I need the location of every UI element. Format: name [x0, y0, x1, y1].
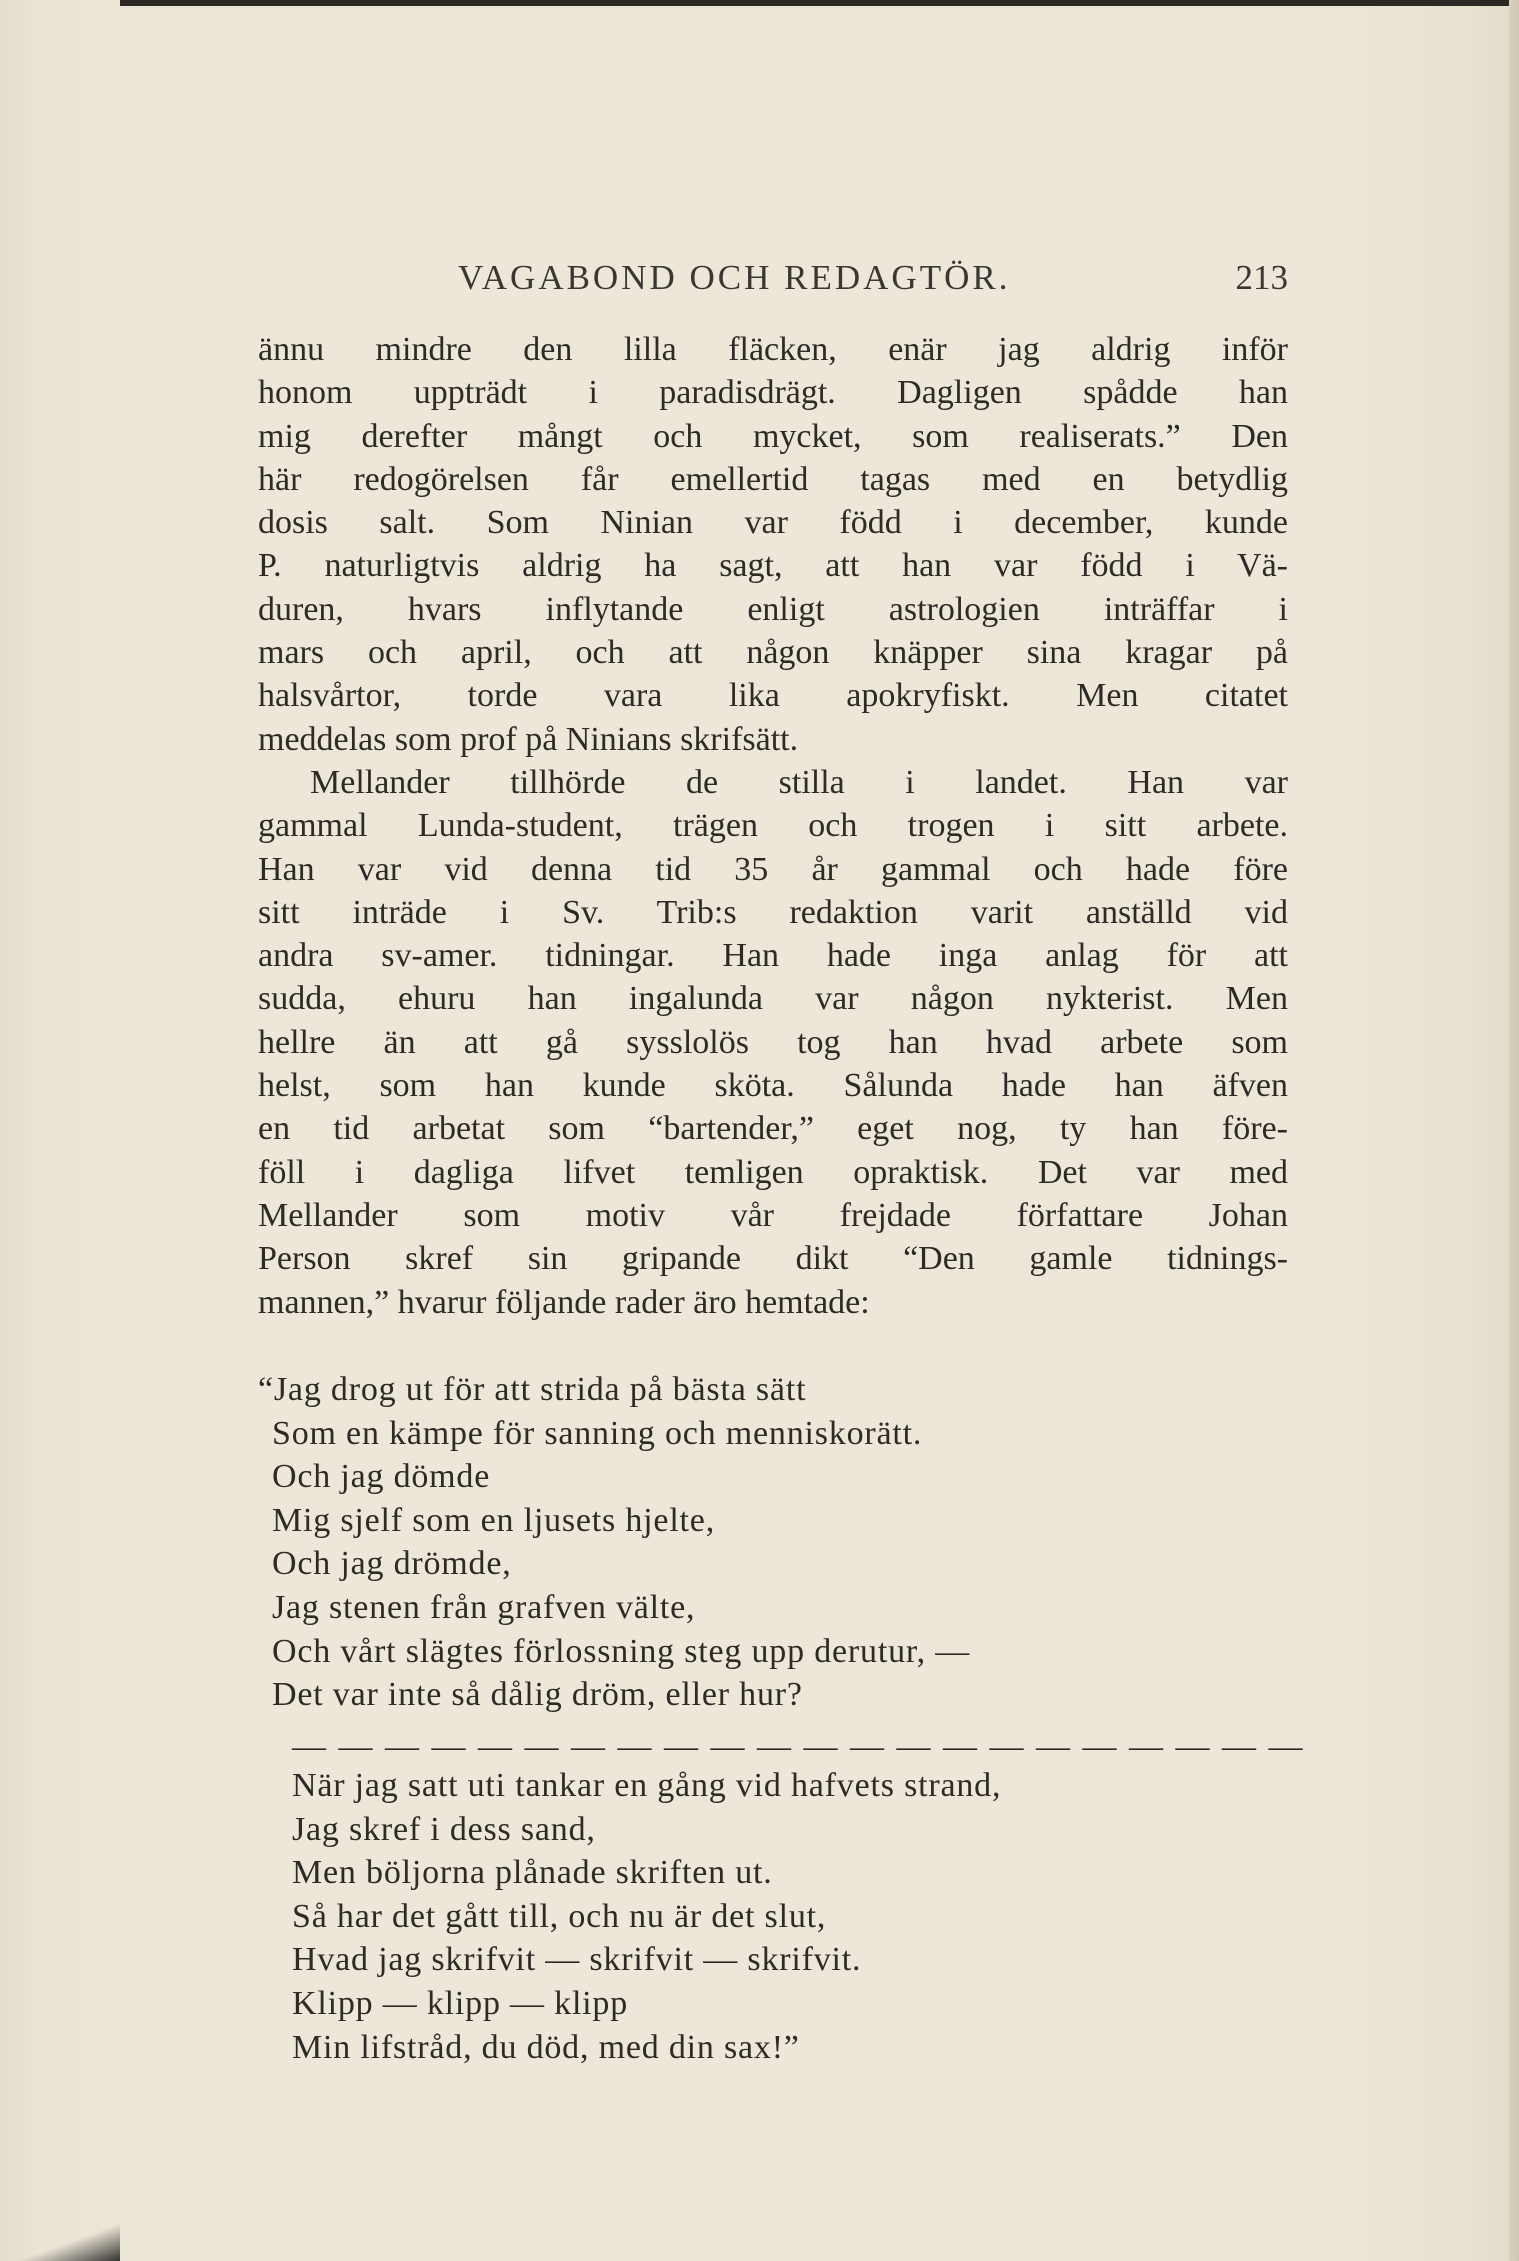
- body-text: [258, 328, 1288, 1324]
- poem-line: Klipp — klipp — klipp: [292, 1984, 629, 2022]
- poem-line: “Jag drog ut för att strida på bästa sätt: [258, 1371, 807, 1408]
- text-line: honom uppträdt i paradisdrägt. Dagligen spådde han: [258, 374, 1288, 412]
- poem-line: Jag stenen från grafven välte,: [272, 1588, 696, 1626]
- top-border-rule: [120, 0, 1519, 6]
- poem-stanza-1: [258, 1368, 1272, 1717]
- poem-line: När jag satt uti tankar en gång vid hafvets strand,: [292, 1767, 1002, 1804]
- poem-line: Men böljorna plånade skriften ut.: [292, 1854, 773, 1892]
- corner-shadow: [0, 2221, 120, 2261]
- text-line: Han var vid denna tid 35 år gammal och hade före: [258, 850, 1288, 888]
- stanza-divider: — — — — — — — — — — — — — — — — — — — — — —: [292, 1728, 1305, 1765]
- text-line: mig derefter mångt och mycket, som realiserats.” Den: [258, 417, 1288, 455]
- text-line: meddelas som prof på Ninians skrifsätt.: [258, 720, 799, 758]
- text-line: mannen,” hvarur följande rader äro hemtade:: [258, 1283, 870, 1321]
- text-line: andra sv-amer. tidningar. Han hade inga anlag för att: [258, 937, 1288, 975]
- text-line: duren, hvars inflytande enligt astrologien inträffar i: [258, 590, 1288, 628]
- text-line: mars och april, och att någon knäpper sina kragar på: [258, 634, 1288, 672]
- text-line: sitt inträde i Sv. Trib:s redaktion varit anställd vid: [258, 893, 1288, 931]
- page-edge: [1509, 0, 1519, 2261]
- poem-line: Mig sjelf som en ljusets hjelte,: [272, 1501, 715, 1539]
- text-line: halsvårtor, torde vara lika apokryfiskt. Men citatet: [258, 677, 1288, 715]
- text-line: Mellander tillhörde de stilla i landet. Han var: [310, 763, 1288, 801]
- text-line: P. naturligtvis aldrig ha sagt, att han var född i Vä-: [258, 547, 1288, 585]
- text-line: här redogörelsen får emellertid tagas med en betydlig: [258, 460, 1288, 498]
- page-header: [258, 258, 1288, 308]
- poem-line: Och jag dömde: [272, 1458, 491, 1496]
- poem-line: Och vårt slägtes förlossning steg upp derutur, —: [272, 1632, 971, 1670]
- text-line: Person skref sin gripande dikt “Den gamle tidnings-: [258, 1240, 1288, 1278]
- poem-line: Jag skref i dess sand,: [292, 1810, 596, 1848]
- poem-line: Som en kämpe för sanning och menniskorätt.: [272, 1414, 923, 1452]
- text-line: föll i dagliga lifvet temligen opraktisk. Det var med: [258, 1153, 1288, 1191]
- text-line: en tid arbetat som “bartender,” eget nog, ty han före-: [258, 1110, 1288, 1148]
- poem-line: Och jag drömde,: [272, 1545, 512, 1583]
- poem-line: Så har det gått till, och nu är det slut,: [292, 1897, 827, 1935]
- text-line: gammal Lunda-student, trägen och trogen i sitt arbete.: [258, 807, 1288, 845]
- text-line: Mellander som motiv vår frejdade författare Johan: [258, 1196, 1288, 1234]
- text-line: dosis salt. Som Ninian var född i december, kunde: [258, 504, 1288, 542]
- poem-line: Det var inte så dålig dröm, eller hur?: [272, 1676, 803, 1714]
- text-line: ännu mindre den lilla fläcken, enär jag aldrig inför: [258, 331, 1288, 368]
- poem-line: Min lifstråd, du död, med din sax!”: [292, 2028, 800, 2066]
- text-line: helst, som han kunde sköta. Sålunda hade han äfven: [258, 1067, 1288, 1105]
- running-title: VAGABOND OCH REDAGTÖR.: [458, 258, 1011, 297]
- text-line: sudda, ehuru han ingalunda var någon nykterist. Men: [258, 980, 1288, 1018]
- poem-stanza-2: [292, 1764, 1292, 2069]
- text-line: hellre än att gå sysslolös tog han hvad arbete som: [258, 1023, 1288, 1061]
- poem-line: Hvad jag skrifvit — skrifvit — skrifvit.: [292, 1941, 862, 1979]
- page-number: 213: [1235, 258, 1288, 297]
